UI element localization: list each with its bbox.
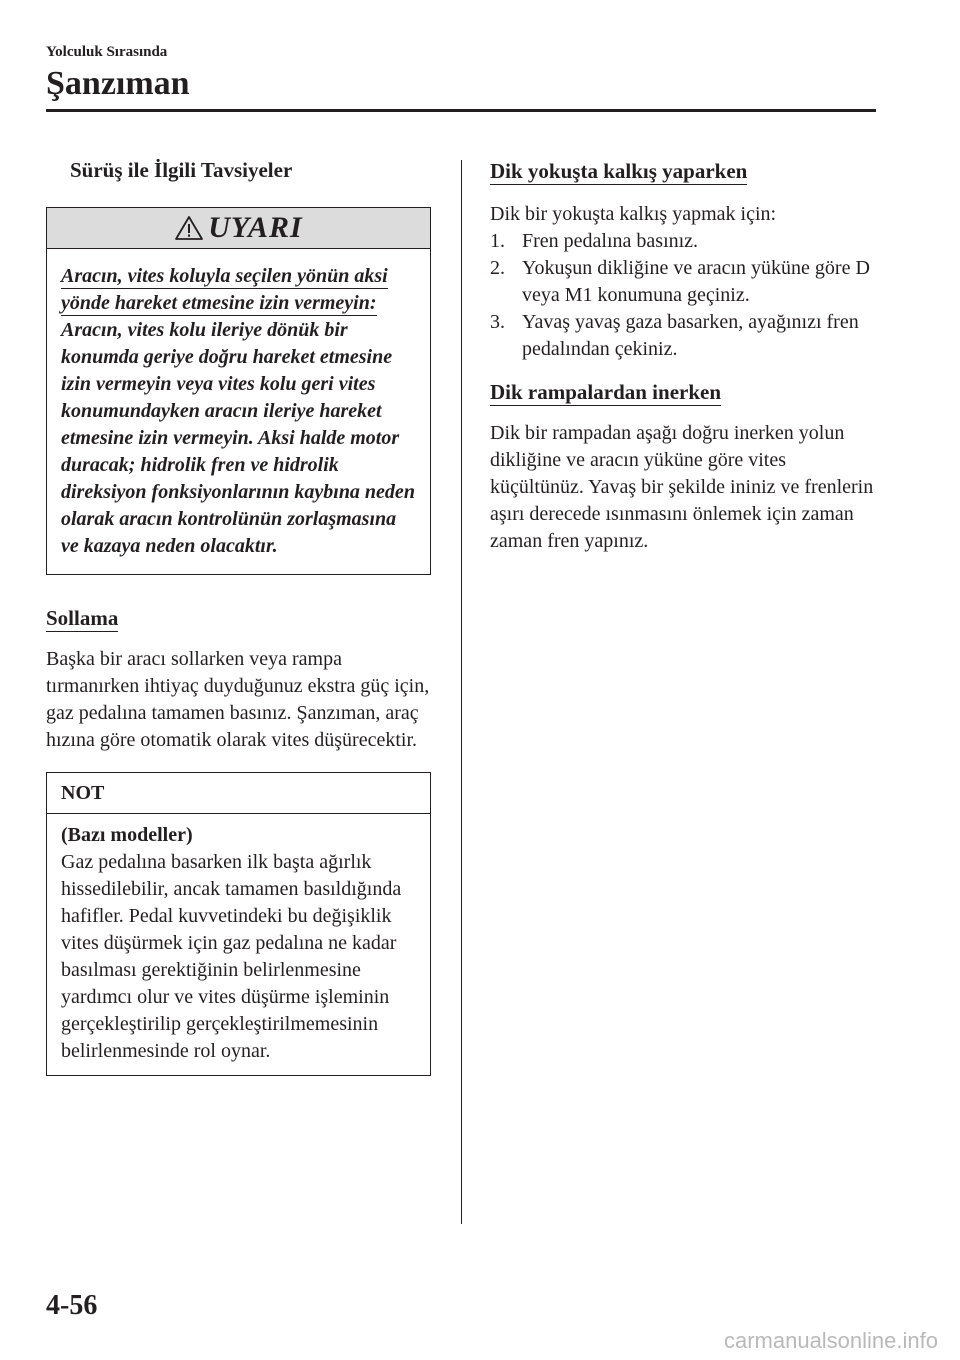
list-item: 3. Yavaş yavaş gaza basarken, ayağınızı fren pedalından çekiniz.	[490, 311, 859, 360]
note-subtitle: (Bazı modeller)	[61, 824, 193, 846]
note-title: NOT	[47, 773, 430, 814]
uphill-heading: Dik yokuşta kalkış yaparken	[490, 159, 748, 183]
uphill-intro: Dik bir yokuşta kalkış yapmak için:	[490, 203, 777, 225]
downhill-text: Dik bir rampadan aşağı doğru inerken yolun dikliğine ve aracın yüküne göre vites küçültünüz. Yavaş bir şekilde ininiz ve frenlerin aşırı derecede ısınmasını önlemek için zaman zaman fren yapınız.	[490, 422, 874, 552]
page-header	[46, 44, 876, 103]
page-number: 4-56	[46, 1290, 98, 1321]
uphill-steps	[490, 228, 875, 363]
list-item: 1. Fren pedalına basınız.	[490, 230, 699, 252]
header-rule	[46, 109, 876, 112]
watermark: carmanualsonline.info	[723, 1328, 938, 1353]
left-column	[46, 158, 431, 1076]
driving-tips-heading: Sürüş ile İlgili Tavsiyeler	[70, 158, 293, 182]
warning-text: Aracın, vites kolu ileriye dönük bir konumda geriye doğru hareket etmesine izin vermeyin veya vites kolu geri vites konumundayken aracın ileriye hareket etmesine izin vermeyin. Aksi halde motor duracak; hidrolik fren ve hidrolik direksiyon fonksiyonlarının kaybına neden olarak aracın kontrolünün zorlaşmasına ve kazaya neden olacaktır.	[61, 319, 415, 557]
downhill-heading: Dik rampalardan inerken	[490, 380, 722, 404]
note-text: Gaz pedalına basarken ilk başta ağırlık hissedilebilir, ancak tamamen basıldığında hafifler. Pedal kuvvetindeki bu değişiklik vites düşürmek için gaz pedalına ne kadar basılması gerektiğinin belirlenmesine yardımcı olur ve vites düşürme işleminin gerçekleştirilip gerçekleştirilmemesinin belirlenmesinde rol oynar.	[61, 851, 402, 1062]
warning-triangle-icon	[174, 215, 204, 241]
chapter-title: Şanzıman	[46, 65, 190, 102]
warning-box	[46, 207, 431, 575]
list-item: 2. Yokuşun dikliğine ve aracın yüküne göre D veya M1 konumuna geçiniz.	[490, 257, 870, 306]
note-body	[47, 814, 430, 1075]
warning-body	[47, 249, 430, 574]
right-column	[490, 158, 875, 555]
note-box	[46, 772, 431, 1076]
warning-title: UYARI	[208, 211, 303, 244]
warning-header	[47, 208, 430, 249]
warning-intro: Aracın, vites koluyla seçilen yönün aksi yönde hareket etmesine izin vermeyin:	[61, 265, 388, 314]
column-divider	[461, 160, 462, 1224]
section-label: Yolculuk Sırasında	[46, 44, 168, 60]
overtaking-text: Başka bir aracı sollarken veya rampa tırmanırken ihtiyaç duyduğunuz ekstra güç için, gaz pedalına tamamen basınız. Şanzıman, araç hızına göre otomatik olarak vites düşürecektir.	[46, 648, 430, 751]
overtaking-heading: Sollama	[46, 606, 119, 630]
